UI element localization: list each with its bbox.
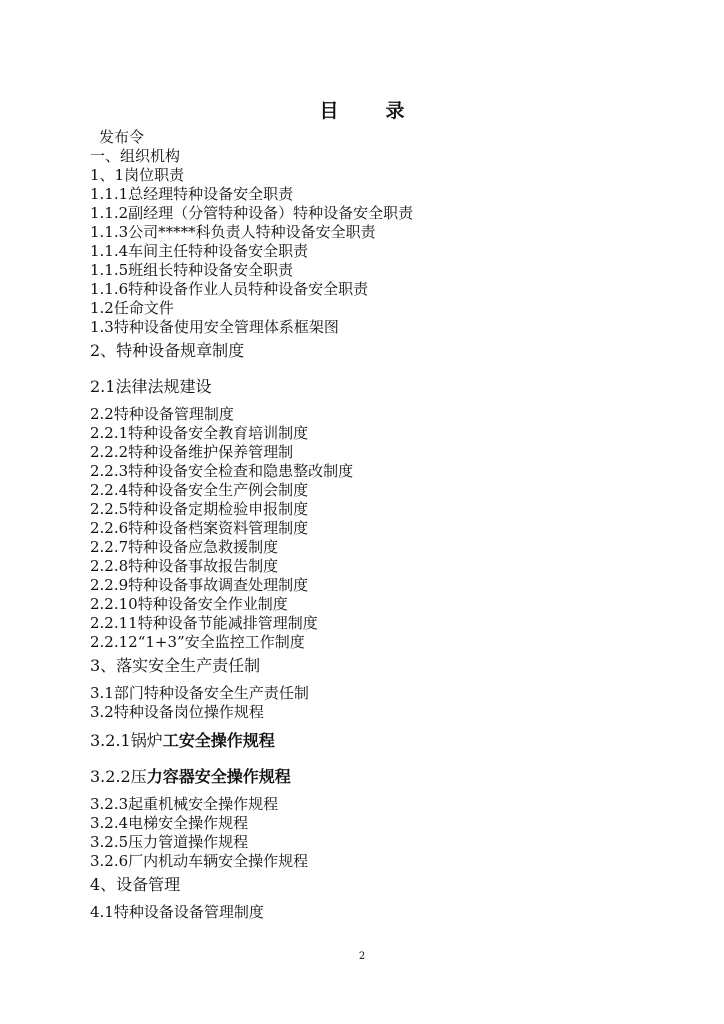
toc-entry-3-2-4[interactable]: 3.2.4电梯安全操作规程	[90, 814, 249, 832]
toc-entry-1-1-6[interactable]: 1.1.6特种设备作业人员特种设备安全职责	[90, 280, 369, 298]
toc-entry-promulgation[interactable]: 发布令	[99, 128, 145, 146]
toc-entry-2-2-5[interactable]: 2.2.5特种设备定期检验申报制度	[90, 500, 309, 518]
toc-entry-3-2-2-number: 3.2.2压	[90, 767, 147, 786]
toc-entry-3-2-6[interactable]: 3.2.6厂内机动车辆安全操作规程	[90, 852, 309, 870]
toc-section-3[interactable]: 3、落实安全生产责任制	[90, 656, 261, 675]
toc-entry-2-2-2[interactable]: 2.2.2特种设备维护保养管理制	[90, 443, 294, 461]
toc-entry-1-2[interactable]: 1.2任命文件	[90, 299, 174, 317]
toc-entry-2-2-8[interactable]: 2.2.8特种设备事故报告制度	[90, 557, 279, 575]
toc-entry-3-2-1[interactable]	[90, 731, 690, 750]
toc-entry-1-1-1[interactable]: 1.1.1总经理特种设备安全职责	[90, 185, 294, 203]
toc-section-1[interactable]: 一、组织机构	[90, 147, 181, 165]
toc-entry-2-2[interactable]: 2.2特种设备管理制度	[90, 405, 234, 423]
toc-entry-3-2-1-number: 3.2.1锅炉	[90, 731, 163, 750]
table-of-contents	[90, 128, 690, 922]
toc-entry-3-2-5[interactable]: 3.2.5压力管道操作规程	[90, 833, 249, 851]
toc-entry-1-1-5[interactable]: 1.1.5班组长特种设备安全职责	[90, 261, 294, 279]
toc-entry-1-1[interactable]: 1、1岗位职责	[90, 166, 185, 184]
toc-entry-3-1[interactable]: 3.1部门特种设备安全生产责任制	[90, 684, 309, 702]
toc-entry-2-2-9[interactable]: 2.2.9特种设备事故调查处理制度	[90, 576, 309, 594]
toc-entry-2-2-7[interactable]: 2.2.7特种设备应急救援制度	[90, 538, 279, 556]
toc-entry-4-1[interactable]: 4.1特种设备设备管理制度	[90, 903, 264, 921]
toc-section-4[interactable]: 4、设备管理	[90, 875, 181, 894]
toc-entry-3-2-1-bold-title: 工安全操作规程	[162, 731, 275, 750]
toc-entry-3-2-2[interactable]	[90, 767, 690, 786]
toc-entry-1-3[interactable]: 1.3特种设备使用安全管理体系框架图	[90, 318, 339, 336]
toc-entry-1-1-2[interactable]: 1.1.2副经理（分管特种设备）特种设备安全职责	[90, 204, 414, 222]
toc-section-2[interactable]: 2、特种设备规章制度	[90, 341, 245, 360]
toc-entry-2-2-3[interactable]: 2.2.3特种设备安全检查和隐患整改制度	[90, 462, 354, 480]
toc-entry-3-2-3[interactable]: 3.2.3起重机械安全操作规程	[90, 795, 279, 813]
toc-entry-2-2-11[interactable]: 2.2.11特种设备节能减排管理制度	[90, 614, 318, 632]
page-title: 目 录	[319, 100, 419, 122]
toc-entry-1-1-3[interactable]: 1.1.3公司*****科负责人特种设备安全职责	[90, 223, 376, 241]
toc-entry-3-2[interactable]: 3.2特种设备岗位操作规程	[90, 703, 264, 721]
toc-entry-2-2-1[interactable]: 2.2.1特种设备安全教育培训制度	[90, 424, 309, 442]
toc-entry-2-1[interactable]: 2.1法律法规建设	[90, 377, 212, 396]
toc-entry-3-2-2-bold-title: 力容器安全操作规程	[146, 767, 291, 786]
toc-entry-2-2-6[interactable]: 2.2.6特种设备档案资料管理制度	[90, 519, 309, 537]
toc-entry-2-2-10[interactable]: 2.2.10特种设备安全作业制度	[90, 595, 288, 613]
toc-entry-2-2-12[interactable]: 2.2.12“1+3”安全监控工作制度	[90, 633, 305, 651]
page-number: 2	[358, 951, 366, 962]
toc-entry-1-1-4[interactable]: 1.1.4车间主任特种设备安全职责	[90, 242, 309, 260]
toc-entry-2-2-4[interactable]: 2.2.4特种设备安全生产例会制度	[90, 481, 309, 499]
